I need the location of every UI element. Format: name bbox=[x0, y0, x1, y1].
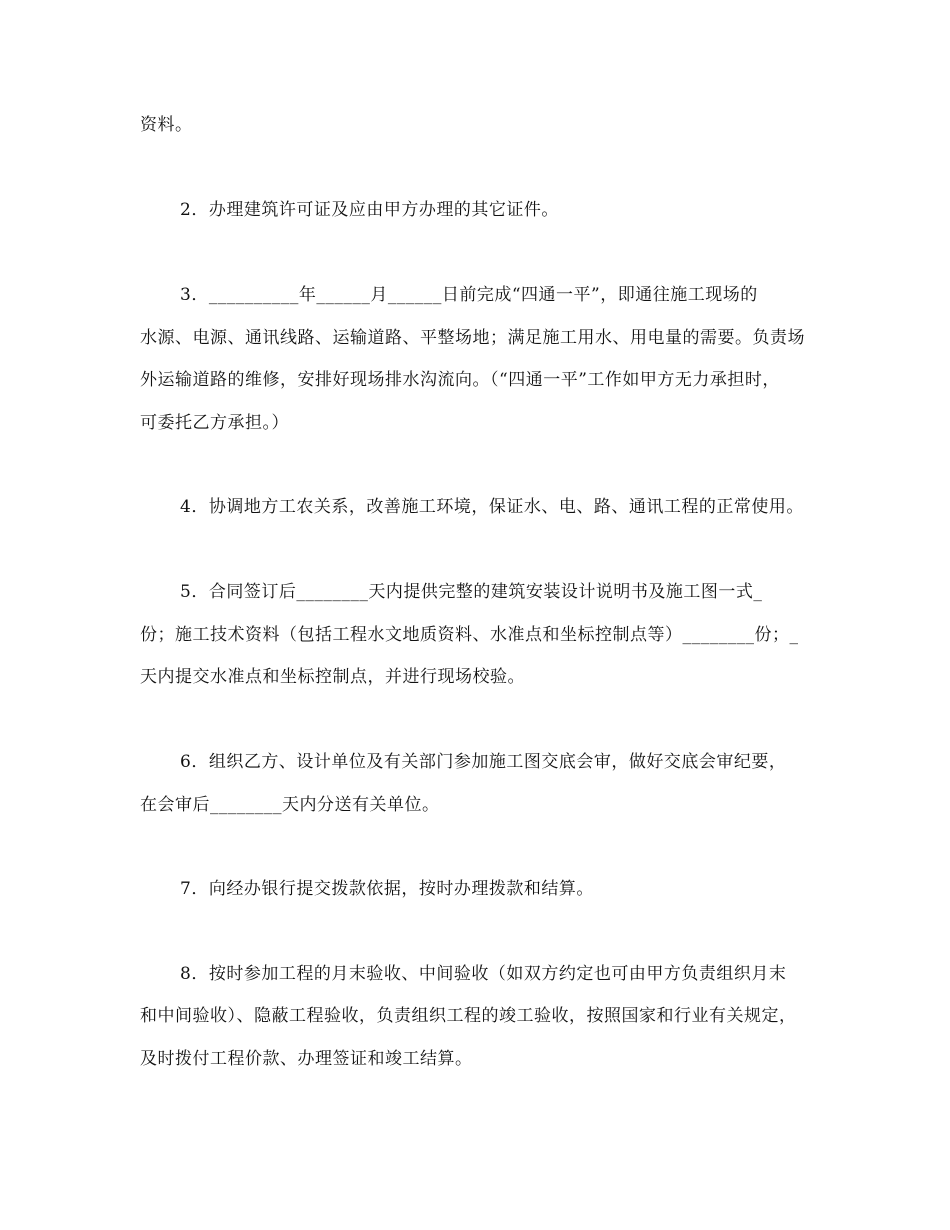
paragraph-8-line-1: 8．按时参加工程的月末验收、中间验收（如双方约定也可由甲方负责组织月末 bbox=[180, 964, 787, 984]
paragraph-3-line-4: 可委托乙方承担。） bbox=[140, 413, 289, 433]
paragraph-5-line-2: 份；施工技术资料（包括工程水文地质资料、水准点和坐标控制点等）________份；_ bbox=[140, 625, 799, 645]
paragraph-3-line-3: 外运输道路的维修，安排好现场排水沟流向。（“四通一平”工作如甲方无力承担时， bbox=[140, 370, 780, 390]
paragraph-3-line-1: 3．__________年______月______日前完成“四通一平”，即通往施工现场的 bbox=[180, 285, 758, 305]
paragraph-8-line-2: 和中间验收）、隐蔽工程验收，负责组织工程的竣工验收，按照国家和行业有关规定， bbox=[140, 1006, 797, 1026]
paragraph-3-line-2: 水源、电源、通讯线路、运输道路、平整场地；满足施工用水、用电量的需要。负责场 bbox=[140, 328, 805, 348]
paragraph-8-line-3: 及时拨付工程价款、办理签证和竣工结算。 bbox=[140, 1049, 473, 1069]
paragraph-4-line-1: 4．协调地方工农关系，改善施工环境，保证水、电、路、通讯工程的正常使用。 bbox=[180, 497, 804, 517]
paragraph-1-line-1: 资料。 bbox=[140, 115, 193, 135]
paragraph-6-line-1: 6．组织乙方、设计单位及有关部门参加施工图交底会审，做好交底会审纪要， bbox=[180, 752, 787, 772]
paragraph-2-line-1: 2．办理建筑许可证及应由甲方办理的其它证件。 bbox=[180, 200, 559, 220]
paragraph-5-line-3: 天内提交水准点和坐标控制点，并进行现场校验。 bbox=[140, 667, 525, 687]
paragraph-7-line-1: 7．向经办银行提交拨款依据，按时办理拨款和结算。 bbox=[180, 879, 594, 899]
paragraph-5-line-1: 5．合同签订后________天内提供完整的建筑安装设计说明书及施工图一式_ bbox=[180, 582, 763, 602]
paragraph-6-line-2: 在会审后________天内分送有关单位。 bbox=[140, 795, 440, 815]
